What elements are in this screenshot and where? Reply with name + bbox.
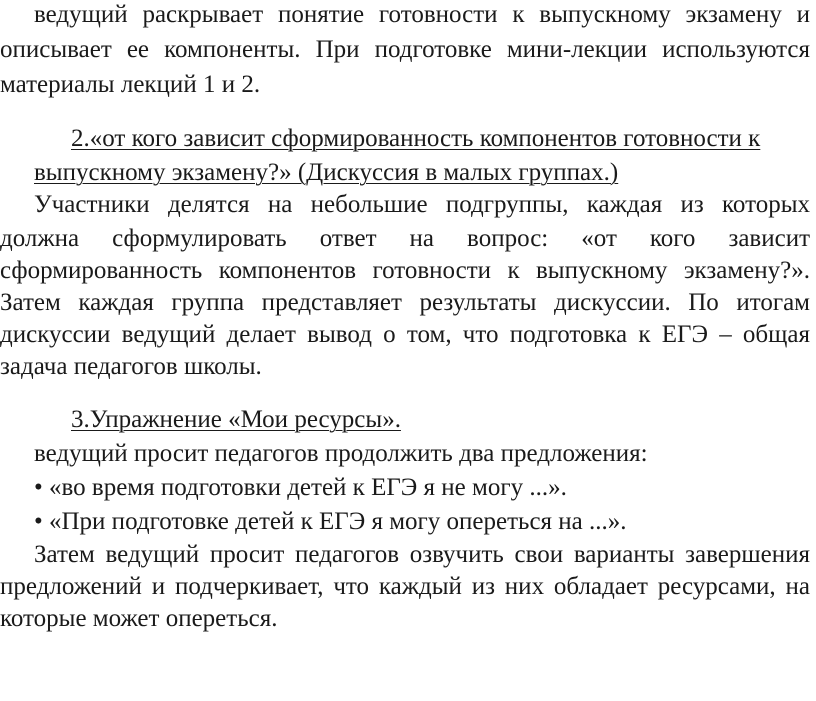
section-3-closing-line-2: предложений и подчеркивает, что каждый из них обладает ресурсами, на xyxy=(0,573,810,600)
section-3-closing-line-3: которые может опереться. xyxy=(0,605,278,632)
section-3-intro: ведущий просит педагогов продолжить два предложения: xyxy=(34,440,648,467)
section-2-heading-line-1: 2.«от кого зависит сформированность компонентов готовности к xyxy=(71,125,761,152)
section-3-heading: 3.Упражнение «Мои ресурсы». xyxy=(71,406,401,433)
section-3-bullet-2: • «При подготовке детей к ЕГЭ я могу опереться на ...». xyxy=(34,508,627,535)
section-2-body-line-5: дискуссии ведущий делает вывод о том, что подготовка к ЕГЭ – общая xyxy=(0,321,810,348)
section-3-closing-line-1: Затем ведущий просит педагогов озвучить свои варианты завершения xyxy=(34,541,810,568)
section-3-bullet-1: • «во время подготовки детей к ЕГЭ я не могу ...». xyxy=(34,474,567,501)
section-2-body-line-2: должна сформулировать ответ на вопрос: «от кого зависит xyxy=(0,225,810,252)
section-2-heading-line-2: выпускному экзамену?» (Дискуссия в малых группах.) xyxy=(34,159,619,186)
section-2-body-line-6: задача педагогов школы. xyxy=(0,353,262,380)
section-2-body-line-4: Затем каждая группа представляет результаты дискуссии. По итогам xyxy=(0,289,810,316)
intro-line-1: ведущий раскрывает понятие готовности к выпускному экзамену и xyxy=(34,1,810,28)
section-2-body-line-1: Участники делятся на небольшие подгруппы, каждая из которых xyxy=(34,191,810,218)
intro-line-3: материалы лекций 1 и 2. xyxy=(0,71,261,98)
intro-line-2: описывает ее компоненты. При подготовке мини-лекции используются xyxy=(0,36,810,63)
section-2-body-line-3: сформированность компонентов готовности к выпускному экзамену?». xyxy=(0,257,810,284)
